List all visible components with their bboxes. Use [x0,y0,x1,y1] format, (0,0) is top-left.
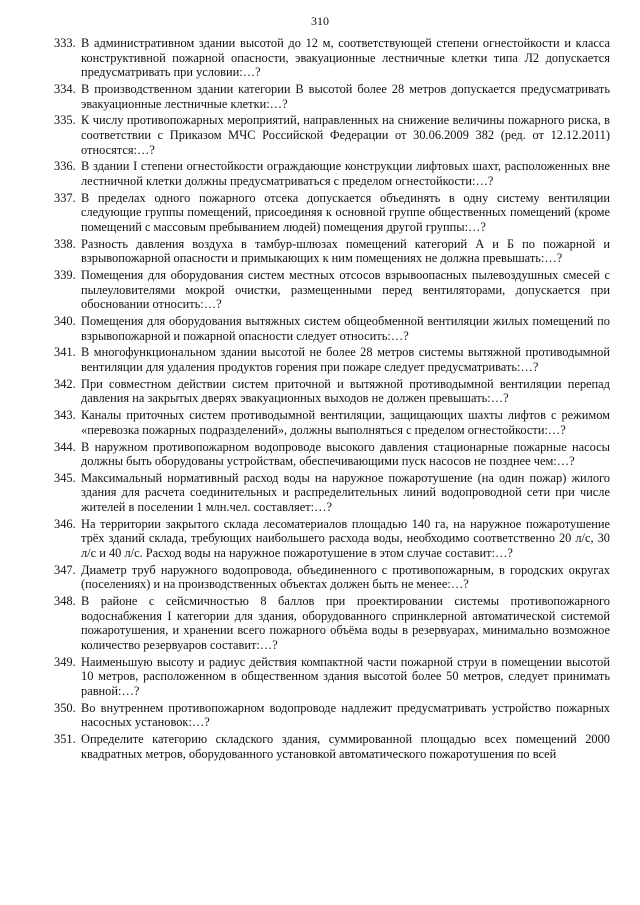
question-number: 339. [54,268,76,283]
question-number: 340. [54,314,76,328]
question-text: В производственном здании категории В высотой более 28 метров допускается предусматривать эвакуационные лестничные клетки:…? [81,81,610,111]
question-text: Каналы приточных систем противодымной вентиляции, защищающих шахты лифтов с режимом «перевозка пожарных подразделений», должны выполняться с пределом огнестойкости:…? [81,408,610,437]
question-item [54,701,610,730]
question-number: 347. [54,562,76,577]
question-item [54,268,610,312]
question-number: 343. [54,408,76,423]
question-item [54,517,610,561]
question-number: 342. [54,376,76,391]
question-text: В здании I степени огнестойкости ограждающие конструкции лифтовых шахт, расположенных вне лестничной клетки должны предусматриваться с пределом огнестойкости:…? [81,159,610,188]
question-number: 345. [54,470,76,485]
question-text: Во внутреннем противопожарном водопроводе надлежит предусматривать устройство пожарных насосных установок:…? [81,700,610,730]
question-item [54,159,610,188]
question-text: Максимальный нормативный расход воды на наружное пожаротушение (на один пожар) жилого здания для расчета соединительных и распределительных линий водопроводной сети при числе жителей в поселении 1 млн.чел. составляет:…? [81,470,610,515]
question-text: К числу противопожарных мероприятий, направленных на снижение величины пожарного риска, в соответствии с Приказом МЧС Российской Федерации от 30.06.2009 382 (ред. от 12.12.2011) относятся:…? [81,113,610,157]
question-number: 338. [54,236,76,251]
question-number: 348. [54,594,76,609]
question-number: 344. [54,439,76,454]
question-number: 350. [54,700,76,715]
question-number: 336. [54,159,76,174]
question-number: 334. [54,81,76,96]
question-text: В многофункциональном здании высотой не более 28 метров системы вытяжной противодымной вентиляции для удаления продуктов горения при пожаре следует предусматривать:…? [81,345,610,374]
question-text: В районе с сейсмичностью 8 баллов при проектировании системы противопожарного водоснабжения I категории для здания, оборудованного спринклерной автоматической системой пожаротушения, и хранении всего пожарного объёма воды в резервуарах, минимально возможное количество резервуаров составит:…? [81,594,610,652]
question-item [54,440,610,469]
question-text: Диаметр труб наружного водопровода, объединенного с противопожарным, в городских округах (поселениях) и на производственных объектах должен быть не менее:…? [81,562,610,592]
question-item [54,237,610,266]
question-text: Определите категорию складского здания, суммированной площадью всех помещений 2000 квадратных метров, оборудованного установкой автоматического пожаротушения по всей [81,732,610,761]
question-item [54,113,610,157]
question-item [54,408,610,437]
question-number: 349. [54,654,76,669]
question-text: Помещения для оборудования вытяжных систем общеобменной вентиляции жилых помещений по взрывопожарной и пожарной опасности следует относить:…? [81,314,610,343]
question-item [54,36,610,80]
question-item [54,655,610,699]
question-item [54,314,610,343]
question-number: 335. [54,113,76,128]
question-item [54,345,610,374]
question-number: 351. [54,732,76,747]
question-number: 341. [54,345,76,360]
question-item [54,191,610,235]
question-text: В пределах одного пожарного отсека допускается объединять в одну систему вентиляции следующие группы помещений, присоединяя к основной группе общественных помещений (кроме помещений с массовым пребыванием людей) помещения другой группы:…? [81,190,610,234]
question-item [54,377,610,406]
question-text: Помещения для оборудования систем местных отсосов взрывоопасных пылевоздушных смесей с пылеуловителями мокрой очистки, размещенными перед вентиляторами, допускается при обосновании относить:…? [81,268,610,312]
question-text: В административном здании высотой до 12 м, соответствующей степени огнестойкости и класса конструктивной пожарной опасности, эвакуационные лестничные клетки типа Л2 допускается предусматривать при условии:…? [81,36,610,80]
question-text: Разность давления воздуха в тамбур-шлюзах помещений категорий А и Б по пожарной и взрывопожарной опасности и примыкающих к ним помещениях не должна превышать:…? [81,236,610,266]
question-item [54,82,610,111]
question-item [54,732,610,761]
question-item [54,471,610,515]
page-number: 310 [311,14,329,28]
question-number: 337. [54,190,76,205]
question-number: 333. [54,36,76,50]
question-list [54,36,610,763]
question-item [54,594,610,652]
question-text: При совместном действии систем приточной и вытяжной противодымной вентиляции перепад давления на закрытых дверях эвакуационных выходов не должен превышать:…? [81,376,610,406]
question-text: В наружном противопожарном водопроводе высокого давления стационарные пожарные насосы должны быть оборудованы устройствам, обеспечивающими пуск насосов не позднее чем:…? [81,439,610,469]
question-item [54,563,610,592]
question-text: На территории закрытого склада лесоматериалов площадью 140 га, на наружное пожаротушение трёх зданий склада, требующих наибольшего расхода воды, необходимо соответственно 20 л/с, 30 л/с и 40 л/с. Расход воды на наружное пожаротушение в этом случае составит:…? [81,516,610,561]
question-text: Наименьшую высоту и радиус действия компактной части пожарной струи в помещении высотой 10 метров, расположенном в общественном здания высотой более 50 метров, следует принимать равной:…? [81,654,610,698]
question-number: 346. [54,516,76,531]
